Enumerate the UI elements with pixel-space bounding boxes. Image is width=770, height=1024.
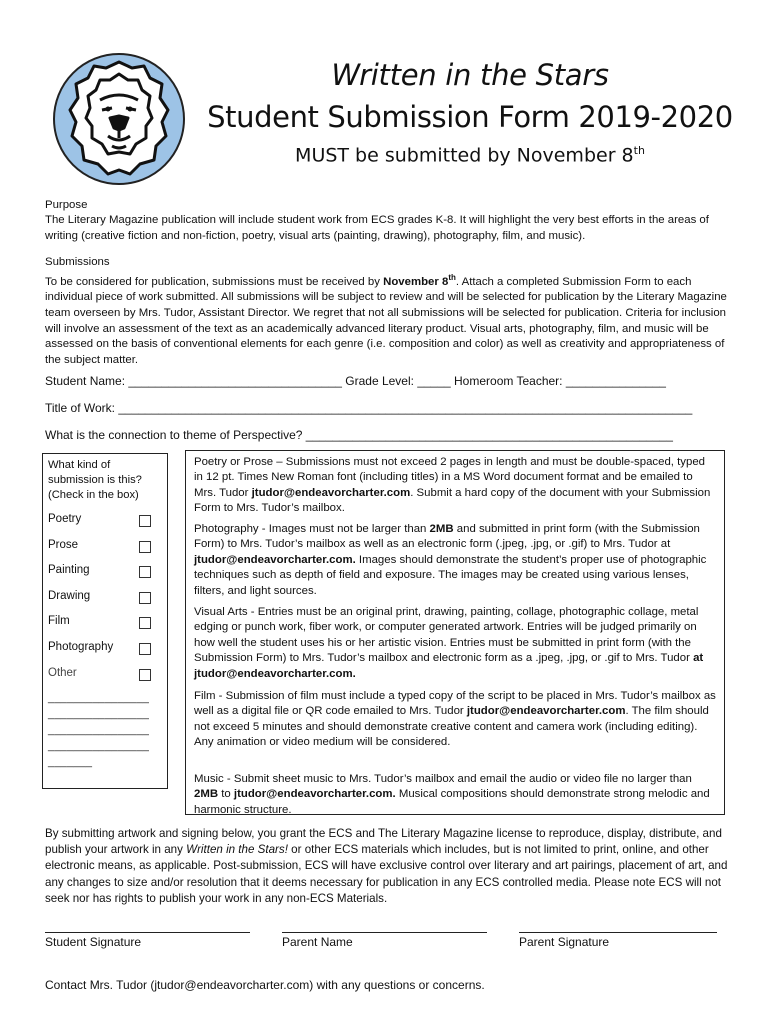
parent-signature-line[interactable] [519, 932, 717, 933]
submissions-heading: Submissions [45, 256, 110, 268]
option-label: Drawing [48, 590, 91, 602]
parent-name-label: Parent Name [282, 935, 353, 949]
option-label: Prose [48, 539, 79, 551]
film-guideline: Film - Submission of film must include a typed copy of the script to be placed in Mrs. Tudor’s mailbox as well as a digital file or QR code emailed to Mrs. Tudor jtudor@endeavorcharter.com. The film should not exceed 5 minutes and should demonstrate creative content and camera work (including editing). Any animation or video medium will be considered. [194, 690, 716, 749]
student-signature-label: Student Signature [45, 935, 142, 949]
other-blank-line[interactable]: _______ [48, 756, 93, 768]
submission-type-question: What kind of submission is this? (Check in the box) [48, 459, 142, 501]
drawing-checkbox[interactable] [139, 592, 151, 604]
form-title-line1: Written in the Stars [331, 58, 609, 92]
license-text: By submitting artwork and signing below, you grant the ECS and The Literary Magazine license to reproduce, display, distribute, and publish your artwork in any Written in the Stars! or other ECS materials which includes, but is not limited to print, online, and other electronic means, as applicable. Post-submission, ECS will have exclusive control over literary and art pairings, placement of art, and any changes to size and/or resolution that it deems necessary for publication in any ECS controlled media. Please note ECS will not seek nor has rights to publish your work in any non-ECS Materials. [45, 827, 728, 905]
submission-type-box [42, 453, 168, 789]
option-label: Other [48, 667, 77, 679]
painting-checkbox[interactable] [139, 566, 151, 578]
poetry-checkbox[interactable] [139, 515, 151, 527]
deadline-subtitle: MUST be submitted by November 8th [295, 144, 645, 167]
purpose-heading: Purpose [45, 199, 88, 211]
lion-logo [52, 52, 186, 186]
form-title-line2: Student Submission Form 2019-2020 [207, 100, 733, 134]
option-label: Photography [48, 641, 114, 653]
film-checkbox[interactable] [139, 617, 151, 629]
other-checkbox[interactable] [139, 669, 151, 681]
other-blank-line[interactable]: ________________ [48, 708, 150, 720]
other-blank-line[interactable]: ________________ [48, 692, 150, 704]
other-blank-line[interactable]: ________________ [48, 740, 150, 752]
contact-text: Contact Mrs. Tudor (jtudor@endeavorcharter.com) with any questions or concerns. [45, 978, 485, 992]
option-label: Film [48, 615, 70, 627]
prose-checkbox[interactable] [139, 541, 151, 553]
other-blank-line[interactable]: ________________ [48, 724, 150, 736]
submissions-text: To be considered for publication, submissions must be received by November 8th. Attach a completed Submission Form to each individual piece of work submitted. All submissions will be subject to review and will be selected for publication by the Literary Magazine team overseen by Mrs. Tudor, Assistant Director. We regret that not all submissions will be selected for publication. Criteria for inclusion will involve an assessment of the text as an academically advanced literary product. Visual arts, photography, film, and music will be assessed on the basis of conventional elements for each genre (i.e. composition and color) as well as creativity and appropriateness of the subject matter. [45, 273, 727, 366]
parent-signature-label: Parent Signature [519, 935, 610, 949]
parent-name-line[interactable] [282, 932, 487, 933]
visual-arts-guideline: Visual Arts - Entries must be an original print, drawing, painting, collage, photographic collage, metal edging or punch work, fiber work, or computer generated artwork. Entries will be judged primarily on how well the student uses his or her artistic vision. Entries must be submitted in print form (with the Submission Form) to Mrs. Tudor’s mailbox and electronic form as a .jpeg, .jpg, or .gif to Mrs. Tudor at jtudor@endeavorcharter.com. [194, 606, 704, 680]
lion-icon [52, 52, 186, 186]
option-label: Painting [48, 564, 90, 576]
student-info-line[interactable]: Student Name: ________________________________ Grade Level: _____ Homeroom Teacher: _______________ [45, 374, 666, 388]
photography-checkbox[interactable] [139, 643, 151, 655]
option-label: Poetry [48, 513, 82, 525]
music-guideline: Music - Submit sheet music to Mrs. Tudor’s mailbox and email the audio or video file no larger than 2MB to jtudor@endeavorcharter.com. Musical compositions should demonstrate strong melodic and harmonic structure. [194, 773, 710, 816]
poetry-prose-guideline: Poetry or Prose – Submissions must not exceed 2 pages in length and must be double-spaced, typed in 12 pt. Times New Roman font (including titles) in a MS Word document format and be emailed to Mrs. Tudor jtudor@endeavorcharter.com. Submit a hard copy of the document with your Submission Form to Mrs. Tudor’s mailbox. [194, 456, 711, 515]
photography-guideline: Photography - Images must not be larger than 2MB and submitted in print form (with the Submission Form) to Mrs. Tudor’s mailbox as well as an electronic form (.jpeg, .jpg, or .gif) to Mrs. Tudor at jtudor@endeavorcharter.com. Images should demonstrate the student’s proper use of photographic techniques such as depth of field and exposure. The images may be created using various lenses, filters, and light sources. [194, 523, 707, 597]
purpose-text: The Literary Magazine publication will include student work from ECS grades K-8. It will highlight the very best efforts in the areas of writing (creative fiction and non-fiction, poetry, visual arts (painting, drawing), photography, film, and music). [45, 214, 709, 242]
student-signature-line[interactable] [45, 932, 250, 933]
guidelines-box [185, 450, 725, 815]
title-of-work-line[interactable]: Title of Work: ______________________________________________________________________________________ [45, 401, 693, 415]
theme-connection-line[interactable]: What is the connection to theme of Perspective? _______________________________________________________ [45, 428, 673, 442]
